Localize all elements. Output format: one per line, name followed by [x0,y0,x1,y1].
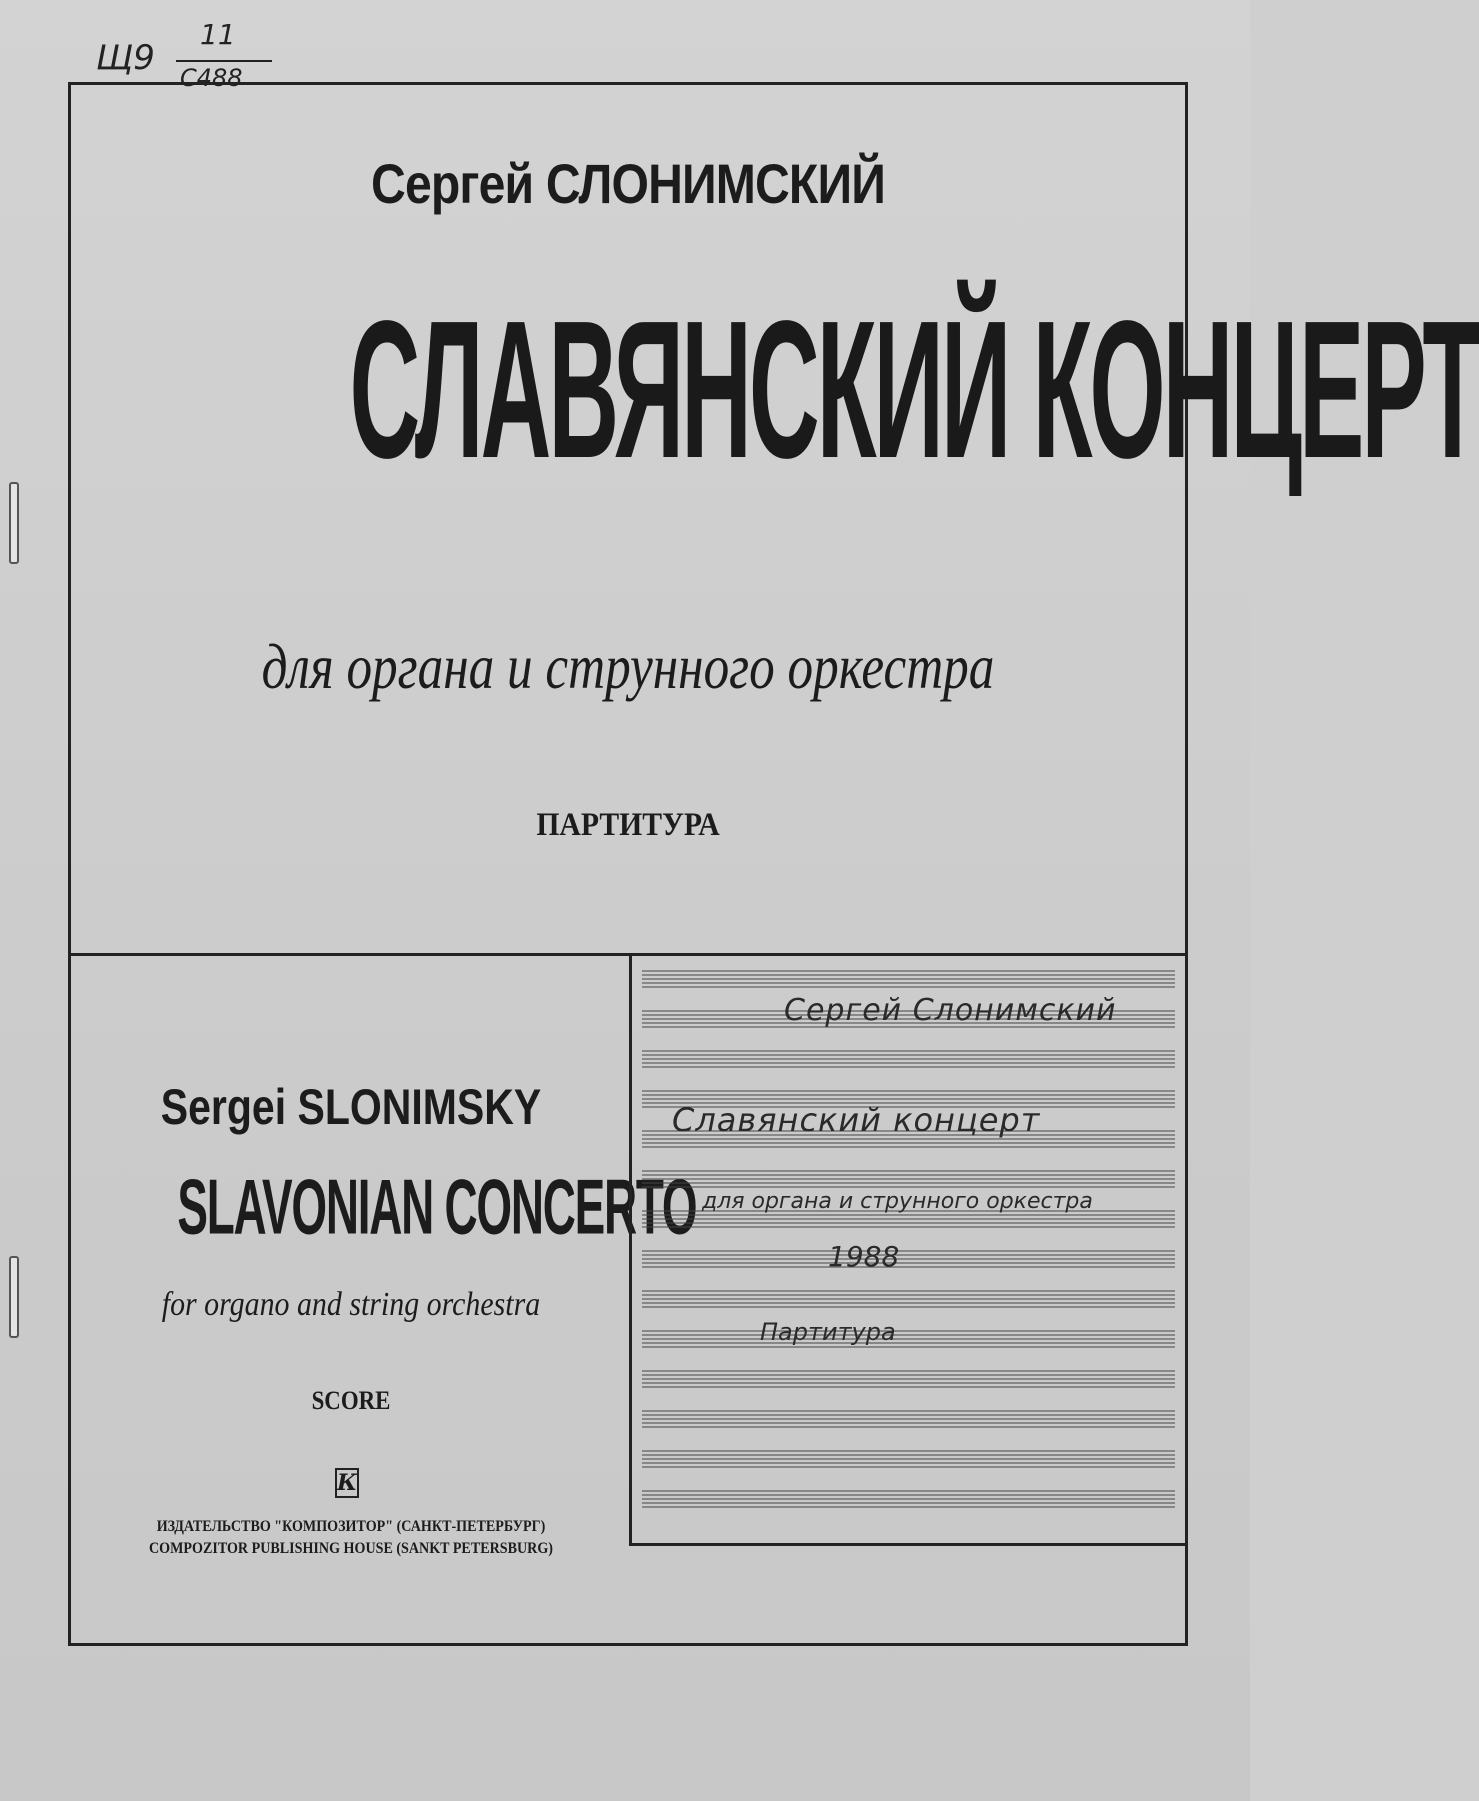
manuscript-subtitle: для органа и струнного оркестра [702,1189,1093,1214]
catalog-shelf-mark [96,18,286,92]
score-label-ru: ПАРТИТУРА [536,807,720,843]
author-name-ru: Сергей СЛОНИМСКИЙ [371,152,885,215]
manuscript-author: Сергей Слонимский [784,993,1117,1028]
score-label-en: SCORE [311,1386,391,1415]
russian-title-block [71,85,1479,953]
cover-frame [68,82,1479,1646]
catalog-mark-numerator: 11 [200,18,236,51]
staple-top [9,482,19,564]
english-title-block [71,956,697,1646]
work-subtitle-ru: для органа и струнного оркестра [261,631,995,702]
publisher-name-ru: ИЗДАТЕЛЬСТВО "КОМПОЗИТОР" (САНКТ-ПЕТЕРБУРГ) [156,1518,546,1535]
catalog-mark-fraction-line [176,60,272,62]
catalog-mark-denominator: С488 [180,64,243,92]
publisher-logo-icon: К [337,1470,358,1496]
manuscript-score-label: Партитура [760,1318,896,1346]
manuscript-facsimile [629,953,1185,1546]
staff-lines [632,953,1185,1543]
work-subtitle-en: for organo and string orchestra [161,1286,541,1323]
publisher-name-en: COMPOZITOR PUBLISHING HOUSE (SANKT PETERSBURG) [149,1540,553,1557]
work-title-ru: СЛАВЯНСКИЙ КОНЦЕРТ [349,280,1479,499]
manuscript-title: Славянский концерт [672,1101,1041,1139]
work-title-en: SLAVONIAN CONCERTO [177,1162,697,1251]
manuscript-year: 1988 [828,1240,900,1273]
catalog-mark-prefix: Щ9 [96,38,155,78]
author-name-en: Sergei SLONIMSKY [160,1079,542,1135]
staple-bottom [9,1256,19,1338]
